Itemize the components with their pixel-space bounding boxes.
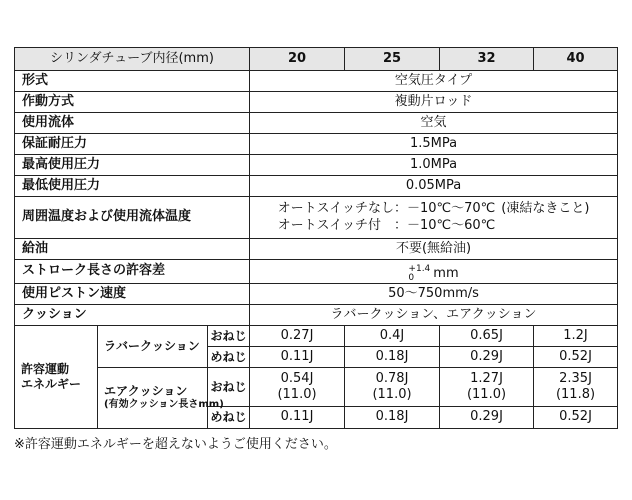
rubber-male-screw-label: めねじ [208,347,250,368]
cushion-value: ラバークッション、エアクッション [250,305,618,326]
row-fluid [15,113,618,134]
air-female-40-length: (11.8) [555,387,596,402]
temperature-row-2 [278,218,590,234]
row-proof-pressure [15,134,618,155]
air-female-20-length: (11.0) [277,387,317,402]
tolerance-expression [408,265,458,283]
air-female-25-length: (11.0) [372,387,412,402]
tolerance-upper: +1.4 [408,264,431,274]
header-bore-label: シリンダチューブ内径(mm) [15,48,250,71]
temperature-line-1: オートスイッチなし：－10℃～70℃ [277,201,496,217]
piston-speed-label: 使用ピストン速度 [15,284,250,305]
rubber-male-32: 0.29J [440,347,534,368]
rubber-male-20: 0.11J [250,347,345,368]
air-male-25: 0.18J [345,407,440,429]
row-min-pressure [15,176,618,197]
air-male-32: 0.29J [440,407,534,429]
row-lubrication [15,239,618,260]
air-female-25 [345,368,440,407]
air-female-32-energy: 1.27J [470,370,503,386]
row-energy-rubber-female [15,326,618,347]
bore-25: 25 [345,48,440,71]
max-pressure-label: 最高使用圧力 [15,155,250,176]
row-piston-speed [15,284,618,305]
rubber-female-40: 1.2J [534,326,618,347]
cushion-label: クッション [15,305,250,326]
fluid-value: 空気 [250,113,618,134]
tolerance-lower: 0 [408,273,415,283]
row-stroke-tolerance [15,260,618,284]
energy-group-label [15,326,98,429]
temperature-value [250,197,618,239]
bore-40: 40 [534,48,618,71]
air-male-screw-label: めねじ [208,407,250,429]
action-value: 複動片ロッド [250,92,618,113]
rubber-male-25: 0.18J [345,347,440,368]
type-value: 空気圧タイプ [250,71,618,92]
fluid-label: 使用流体 [15,113,250,134]
piston-speed-value: 50～750mm/s [250,284,618,305]
type-label: 形式 [15,71,250,92]
rubber-female-25: 0.4J [345,326,440,347]
air-female-32-length: (11.0) [466,387,507,402]
spec-table [14,47,618,429]
action-label: 作動方式 [15,92,250,113]
rubber-cushion-label: ラバークッション [98,326,208,368]
tolerance-fraction [408,265,430,283]
bore-32: 32 [440,48,534,71]
air-cushion-sublabel: (有効クッション長さmm) [104,399,224,411]
air-female-40 [534,368,618,407]
row-action [15,92,618,113]
proof-pressure-value: 1.5MPa [250,134,618,155]
rubber-female-20: 0.27J [250,326,345,347]
rubber-female-32: 0.65J [440,326,534,347]
rubber-female-screw-label: おねじ [208,326,250,347]
bore-20: 20 [250,48,345,71]
temperature-line-2: オートスイッチ付 ：－10℃～60℃ [277,217,496,233]
temperature-label: 周囲温度および使用流体温度 [15,197,250,239]
temperature-note: (凍結なきこと) [501,201,590,217]
lubrication-label: 給油 [15,239,250,260]
air-female-40-energy: 2.35J [559,370,592,386]
min-pressure-value: 0.05MPa [250,176,618,197]
energy-group-label-line-2: エネルギー [21,377,82,391]
row-type [15,71,618,92]
temperature-row-1 [278,201,590,217]
header-row [15,48,618,71]
air-male-40: 0.52J [534,407,618,429]
row-max-pressure [15,155,618,176]
tolerance-unit: mm [433,265,459,281]
air-cushion-label [98,368,224,429]
energy-group-label-line-1: 許容運動 [21,362,70,376]
stroke-tolerance-value [250,260,618,284]
row-energy-air-female [15,368,618,407]
proof-pressure-label: 保証耐圧力 [15,134,250,155]
rubber-male-40: 0.52J [534,347,618,368]
footnote: ※許容運動エネルギーを超えないようご使用ください。 [14,437,337,452]
air-female-20-energy: 0.54J [280,370,314,386]
stroke-tolerance-label: ストローク長さの許容差 [15,260,250,284]
air-female-32 [440,368,534,407]
row-cushion [15,305,618,326]
air-female-25-energy: 0.78J [375,370,409,386]
max-pressure-value: 1.0MPa [250,155,618,176]
air-cushion-title: エアクッション [104,384,188,399]
air-female-screw-label: おねじ [208,368,250,407]
air-female-20 [250,368,345,407]
row-temperature [15,197,618,239]
min-pressure-label: 最低使用圧力 [15,176,250,197]
temperature-lines [278,201,590,234]
lubrication-value: 不要(無給油) [250,239,618,260]
air-male-20: 0.11J [250,407,345,429]
